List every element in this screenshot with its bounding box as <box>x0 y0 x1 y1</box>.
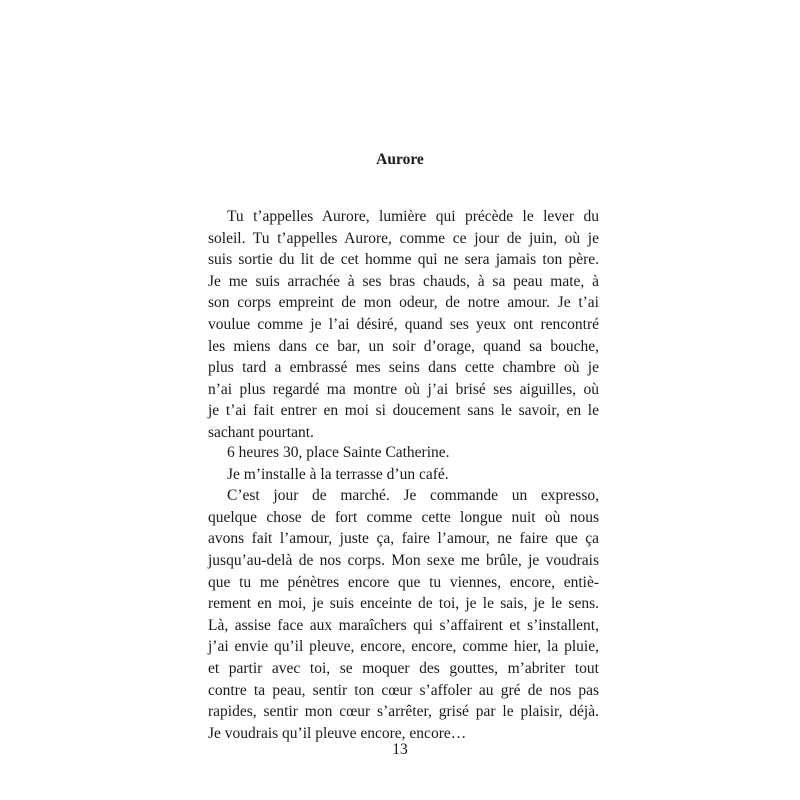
text-line: et partir avec toi, se moquer des gouttes, m’abriter tout <box>208 659 599 677</box>
text-line: quelque chose de fort comme cette longue nuit où nous <box>208 508 599 526</box>
paragraph-1 <box>208 206 599 444</box>
text-line: les miens dans ce bar, un soir d’orage, quand sa bouche, <box>208 337 599 355</box>
text-line: Tu t’appelles Aurore, lumière qui précède le lever du <box>227 208 599 225</box>
text-line: 6 heures 30, place Sainte Catherine. <box>227 444 450 461</box>
text-line: sachant pourtant. <box>208 423 314 441</box>
text-line: je t’ai fait entrer en moi si doucement sans le savoir, en le <box>208 402 599 420</box>
chapter-title: Aurore <box>376 151 424 168</box>
text-line: Là, assise face aux maraîchers qui s’affairent et s’installent, <box>208 616 599 634</box>
text-line: que tu me pénètres encore que tu viennes, encore, entiè- <box>208 573 599 591</box>
text-line: contre ta peau, sentir ton cœur s’affoler au gré de nos pas <box>208 681 599 699</box>
page-number: 13 <box>392 741 408 758</box>
text-line: plus tard a embrassé mes seins dans cette chambre où je <box>208 359 599 377</box>
text-line: voulue comme je l’ai désiré, quand ses yeux ont rencontré <box>208 315 599 333</box>
text-line: rapides, sentir mon cœur s’arrêter, grisé par le plaisir, déjà. <box>208 703 599 721</box>
text-line: suis sortie du lit de cet homme qui ne sera jamais ton père. <box>208 251 599 269</box>
text-line: j’ai envie qu’il pleuve, encore, encore, comme hier, la pluie, <box>208 638 599 656</box>
text-line: C’est jour de marché. Je commande un expresso, <box>227 487 599 505</box>
text-line: avons fait l’amour, juste ça, faire l’amour, ne faire que ça <box>208 530 599 548</box>
text-line: soleil. Tu t’appelles Aurore, comme ce jour de juin, où je <box>208 229 599 247</box>
text-line: son corps empreint de mon odeur, de notre amour. Je t’ai <box>208 294 599 312</box>
text-line: Je voudrais qu’il pleuve encore, encore… <box>208 724 467 742</box>
text-line: n’ai plus regardé ma montre où j’ai brisé ses aiguilles, où <box>208 380 599 398</box>
text-line: rement en moi, je suis enceinte de toi, je le sais, je le sens. <box>208 595 599 613</box>
paragraph-2 <box>208 442 599 744</box>
text-line: jusqu’au-delà de nos corps. Mon sexe me brûle, je voudrais <box>208 551 599 569</box>
text-line: Je m’installe à la terrasse d’un café. <box>227 465 449 483</box>
text-line: Je me suis arrachée à ses bras chauds, à sa peau mate, à <box>208 272 599 290</box>
